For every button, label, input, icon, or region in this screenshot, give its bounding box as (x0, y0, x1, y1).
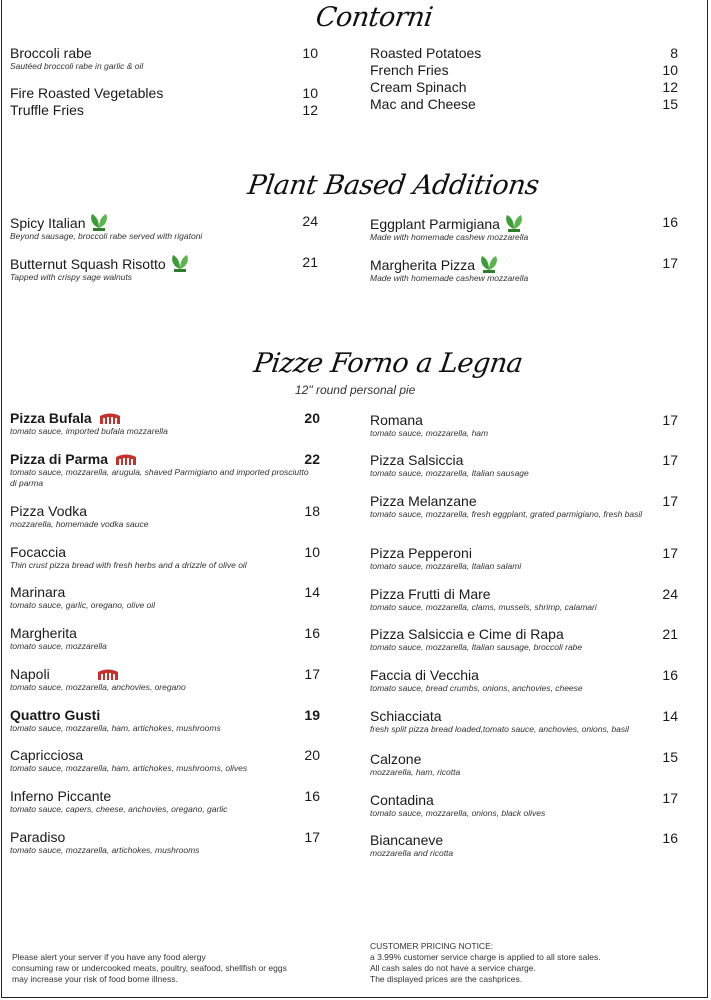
item-description: tomato sauce, mozzarella (10, 641, 107, 651)
item-price: 10 (302, 85, 318, 101)
menu-item (370, 79, 467, 95)
vegan-leaf-icon (504, 214, 524, 232)
item-name: Focaccia (10, 544, 67, 560)
item-name: Marinara (10, 584, 66, 600)
menu-item (370, 832, 453, 859)
item-description: tomato sauce, mozzarella, anchovies, oregano (10, 682, 186, 692)
item-price: 16 (304, 788, 320, 804)
item-price: 17 (304, 666, 320, 682)
vegan-leaf-icon (89, 213, 109, 231)
item-name: Mac and Cheese (370, 96, 476, 112)
item-name: Pizza Melanzane (370, 493, 477, 509)
menu-item (10, 503, 148, 530)
item-name: Capricciosa (10, 747, 84, 763)
menu-item (10, 102, 84, 118)
item-description: Tapped with crispy sage walnuts (10, 272, 133, 282)
item-description: mozzarella, homemade vodka sauce (10, 519, 149, 529)
allergy-line: Please alert your server if you have any food alergy (12, 952, 206, 962)
item-description: tomato sauce, mozzarella, ham, artichokes, mushrooms (10, 723, 221, 733)
menu-item (370, 214, 528, 243)
menu-item (370, 452, 529, 479)
item-price: 20 (304, 747, 320, 763)
item-description: tomato sauce, mozzarella, fresh eggplant, grated parmigiano, fresh basil (370, 509, 643, 519)
item-price: 14 (304, 584, 320, 600)
menu-item (370, 493, 660, 520)
item-description: Sautéed broccoli rabe in garlic & oil (10, 61, 144, 71)
item-name: Contadina (370, 792, 434, 808)
menu-item (10, 625, 107, 652)
item-name: French Fries (370, 62, 449, 78)
menu-item (10, 707, 221, 734)
item-description: tomato sauce, mozzarella, Italian sausage, broccoli rabe (370, 642, 583, 652)
item-description: tomato sauce, mozzarella, ham, artichokes, mushrooms, olives (10, 763, 248, 773)
item-name: Fire Roasted Vegetables (10, 85, 164, 101)
pricing-line: All cash sales do not have a service charge. (370, 963, 536, 973)
item-price: 19 (304, 707, 320, 723)
item-name: Cream Spinach (370, 79, 467, 95)
item-price: 17 (662, 493, 678, 509)
menu-item (10, 410, 168, 437)
allergy-notice (12, 952, 287, 985)
item-name: Margherita Pizza (370, 257, 476, 273)
colosseum-icon (114, 453, 138, 465)
item-name: Biancaneve (370, 832, 444, 848)
item-price: 15 (662, 96, 678, 112)
item-price: 16 (662, 667, 678, 683)
item-description: Made with homemade cashew mozzarella (370, 232, 529, 242)
menu-item (370, 45, 481, 61)
item-price: 16 (662, 830, 678, 846)
item-price: 21 (302, 254, 318, 270)
menu-item (370, 62, 449, 78)
item-description: Beyond sausage, broccoli rabe served with rigatoni (10, 231, 203, 241)
menu-item (370, 545, 521, 572)
item-price: 20 (304, 410, 320, 426)
item-name: Pizza Salsiccia e Cime di Rapa (370, 626, 564, 642)
menu-item (10, 666, 186, 693)
item-name: Truffle Fries (10, 102, 84, 118)
item-name: Napoli (10, 666, 50, 682)
item-description: tomato sauce, mozzarella, Italian sausage (370, 468, 529, 478)
item-name: Pizza Bufala (10, 410, 92, 426)
item-name: Schiacciata (370, 708, 442, 724)
item-description: tomato sauce, garlic, oregano, olive oil (10, 600, 156, 610)
item-price: 10 (304, 544, 320, 560)
item-price: 14 (662, 708, 678, 724)
menu-item (10, 829, 199, 856)
section-title-pizze: Pizze Forno a Legna (251, 348, 525, 379)
menu-item (370, 96, 476, 112)
item-name: Margherita (10, 625, 77, 641)
item-description: Thin crust pizza bread with fresh herbs and a drizzle of olive oil (10, 560, 247, 570)
menu-item (370, 626, 582, 653)
item-price: 8 (670, 45, 678, 61)
item-description: tomato sauce, bread crumbs, onions, anchovies, cheese (370, 683, 583, 693)
pricing-line: a 3.99% customer service charge is applied to all store sales. (370, 952, 601, 962)
item-price: 17 (662, 452, 678, 468)
item-price: 12 (302, 102, 318, 118)
item-description: fresh split pizza bread loaded,tomato sauce, anchovies, onions, basil (370, 724, 629, 734)
colosseum-icon (98, 412, 122, 424)
item-name: Quattro Gusti (10, 707, 101, 723)
item-name: Romana (370, 412, 423, 428)
section-title-contorni: Contorni (313, 2, 435, 33)
item-name: Pizza Pepperoni (370, 545, 472, 561)
item-name: Pizza Frutti di Mare (370, 586, 491, 602)
item-description: tomato sauce, capers, cheese, anchovies, oregano, garlic (10, 804, 228, 814)
item-description: mozzarella, ham, ricotta (370, 767, 461, 777)
section-title-plant-based: Plant Based Additions (245, 170, 541, 201)
allergy-line: consuming raw or undercooked meats, poultry, seafood, shellfish or eggs (12, 963, 287, 973)
pricing-notice (370, 941, 601, 985)
menu-item (370, 586, 597, 613)
item-price: 12 (662, 79, 678, 95)
item-name: Inferno Piccante (10, 788, 112, 804)
item-name: Roasted Potatoes (370, 45, 482, 61)
item-description: mozzarella and ricotta (370, 848, 454, 858)
item-description: tomato sauce, mozzarella, clams, mussels, shrimp, calamari (370, 602, 597, 612)
item-name: Eggplant Parmigiana (370, 216, 500, 232)
item-price: 17 (662, 545, 678, 561)
item-name: Faccia di Vecchia (370, 667, 479, 683)
vegan-leaf-icon (170, 254, 190, 272)
item-description: tomato sauce, mozzarella, Italian salami (370, 561, 522, 571)
item-price: 22 (304, 451, 320, 467)
item-description: tomato sauce, mozzarella, arugula, shaved Parmigiano and imported prosciutto di parma (10, 467, 309, 488)
item-name: Spicy Italian (10, 215, 86, 231)
item-price: 17 (662, 790, 678, 806)
item-name: Calzone (370, 751, 422, 767)
item-name: Pizza Salsiccia (370, 452, 464, 468)
menu-item (370, 708, 629, 735)
item-price: 10 (302, 45, 318, 61)
item-price: 10 (662, 62, 678, 78)
item-price: 21 (662, 626, 678, 642)
item-price: 24 (662, 586, 678, 602)
item-name: Broccoli rabe (10, 45, 92, 61)
item-price: 24 (302, 213, 318, 229)
menu-item (370, 255, 528, 284)
menu-item (10, 584, 155, 611)
menu-item (10, 747, 247, 774)
menu-item (10, 85, 163, 101)
item-price: 17 (662, 412, 678, 428)
item-price: 16 (662, 214, 678, 230)
vegan-leaf-icon (479, 255, 499, 273)
item-name: Butternut Squash Risotto (10, 256, 166, 272)
menu-item (10, 45, 143, 72)
item-price: 18 (304, 503, 320, 519)
menu-item (370, 751, 460, 778)
menu-item (10, 254, 190, 283)
allergy-line: may increase your risk of food borne illness. (12, 974, 178, 984)
item-description: Made with homemade cashew mozzarella (370, 273, 529, 283)
item-description: tomato sauce, mozzarella, artichokes, mushrooms (10, 845, 200, 855)
item-name: Paradiso (10, 829, 66, 845)
item-name: Pizza Vodka (10, 503, 88, 519)
menu-item (370, 667, 583, 694)
item-price: 15 (662, 749, 678, 765)
pricing-line: CUSTOMER PRICING NOTICE: (370, 941, 494, 951)
item-description: tomato sauce, mozzarella, ham (370, 428, 489, 438)
menu-item (10, 788, 227, 815)
item-description: tomato sauce, mozzarella, onions, black olives (370, 808, 546, 818)
item-price: 17 (662, 255, 678, 271)
item-price: 17 (304, 829, 320, 845)
item-price: 16 (304, 625, 320, 641)
menu-item (10, 213, 202, 242)
menu-item (370, 412, 488, 439)
section-subtitle: 12" round personal pie (295, 383, 416, 397)
menu-item (370, 792, 545, 819)
colosseum-icon (96, 668, 120, 680)
item-description: tomato sauce, imported bufala mozzarella (10, 426, 168, 436)
item-name: Pizza di Parma (10, 451, 109, 467)
menu-item (10, 451, 310, 489)
menu-item (10, 544, 247, 571)
pricing-line: The displayed prices are the cashprices. (370, 974, 523, 984)
